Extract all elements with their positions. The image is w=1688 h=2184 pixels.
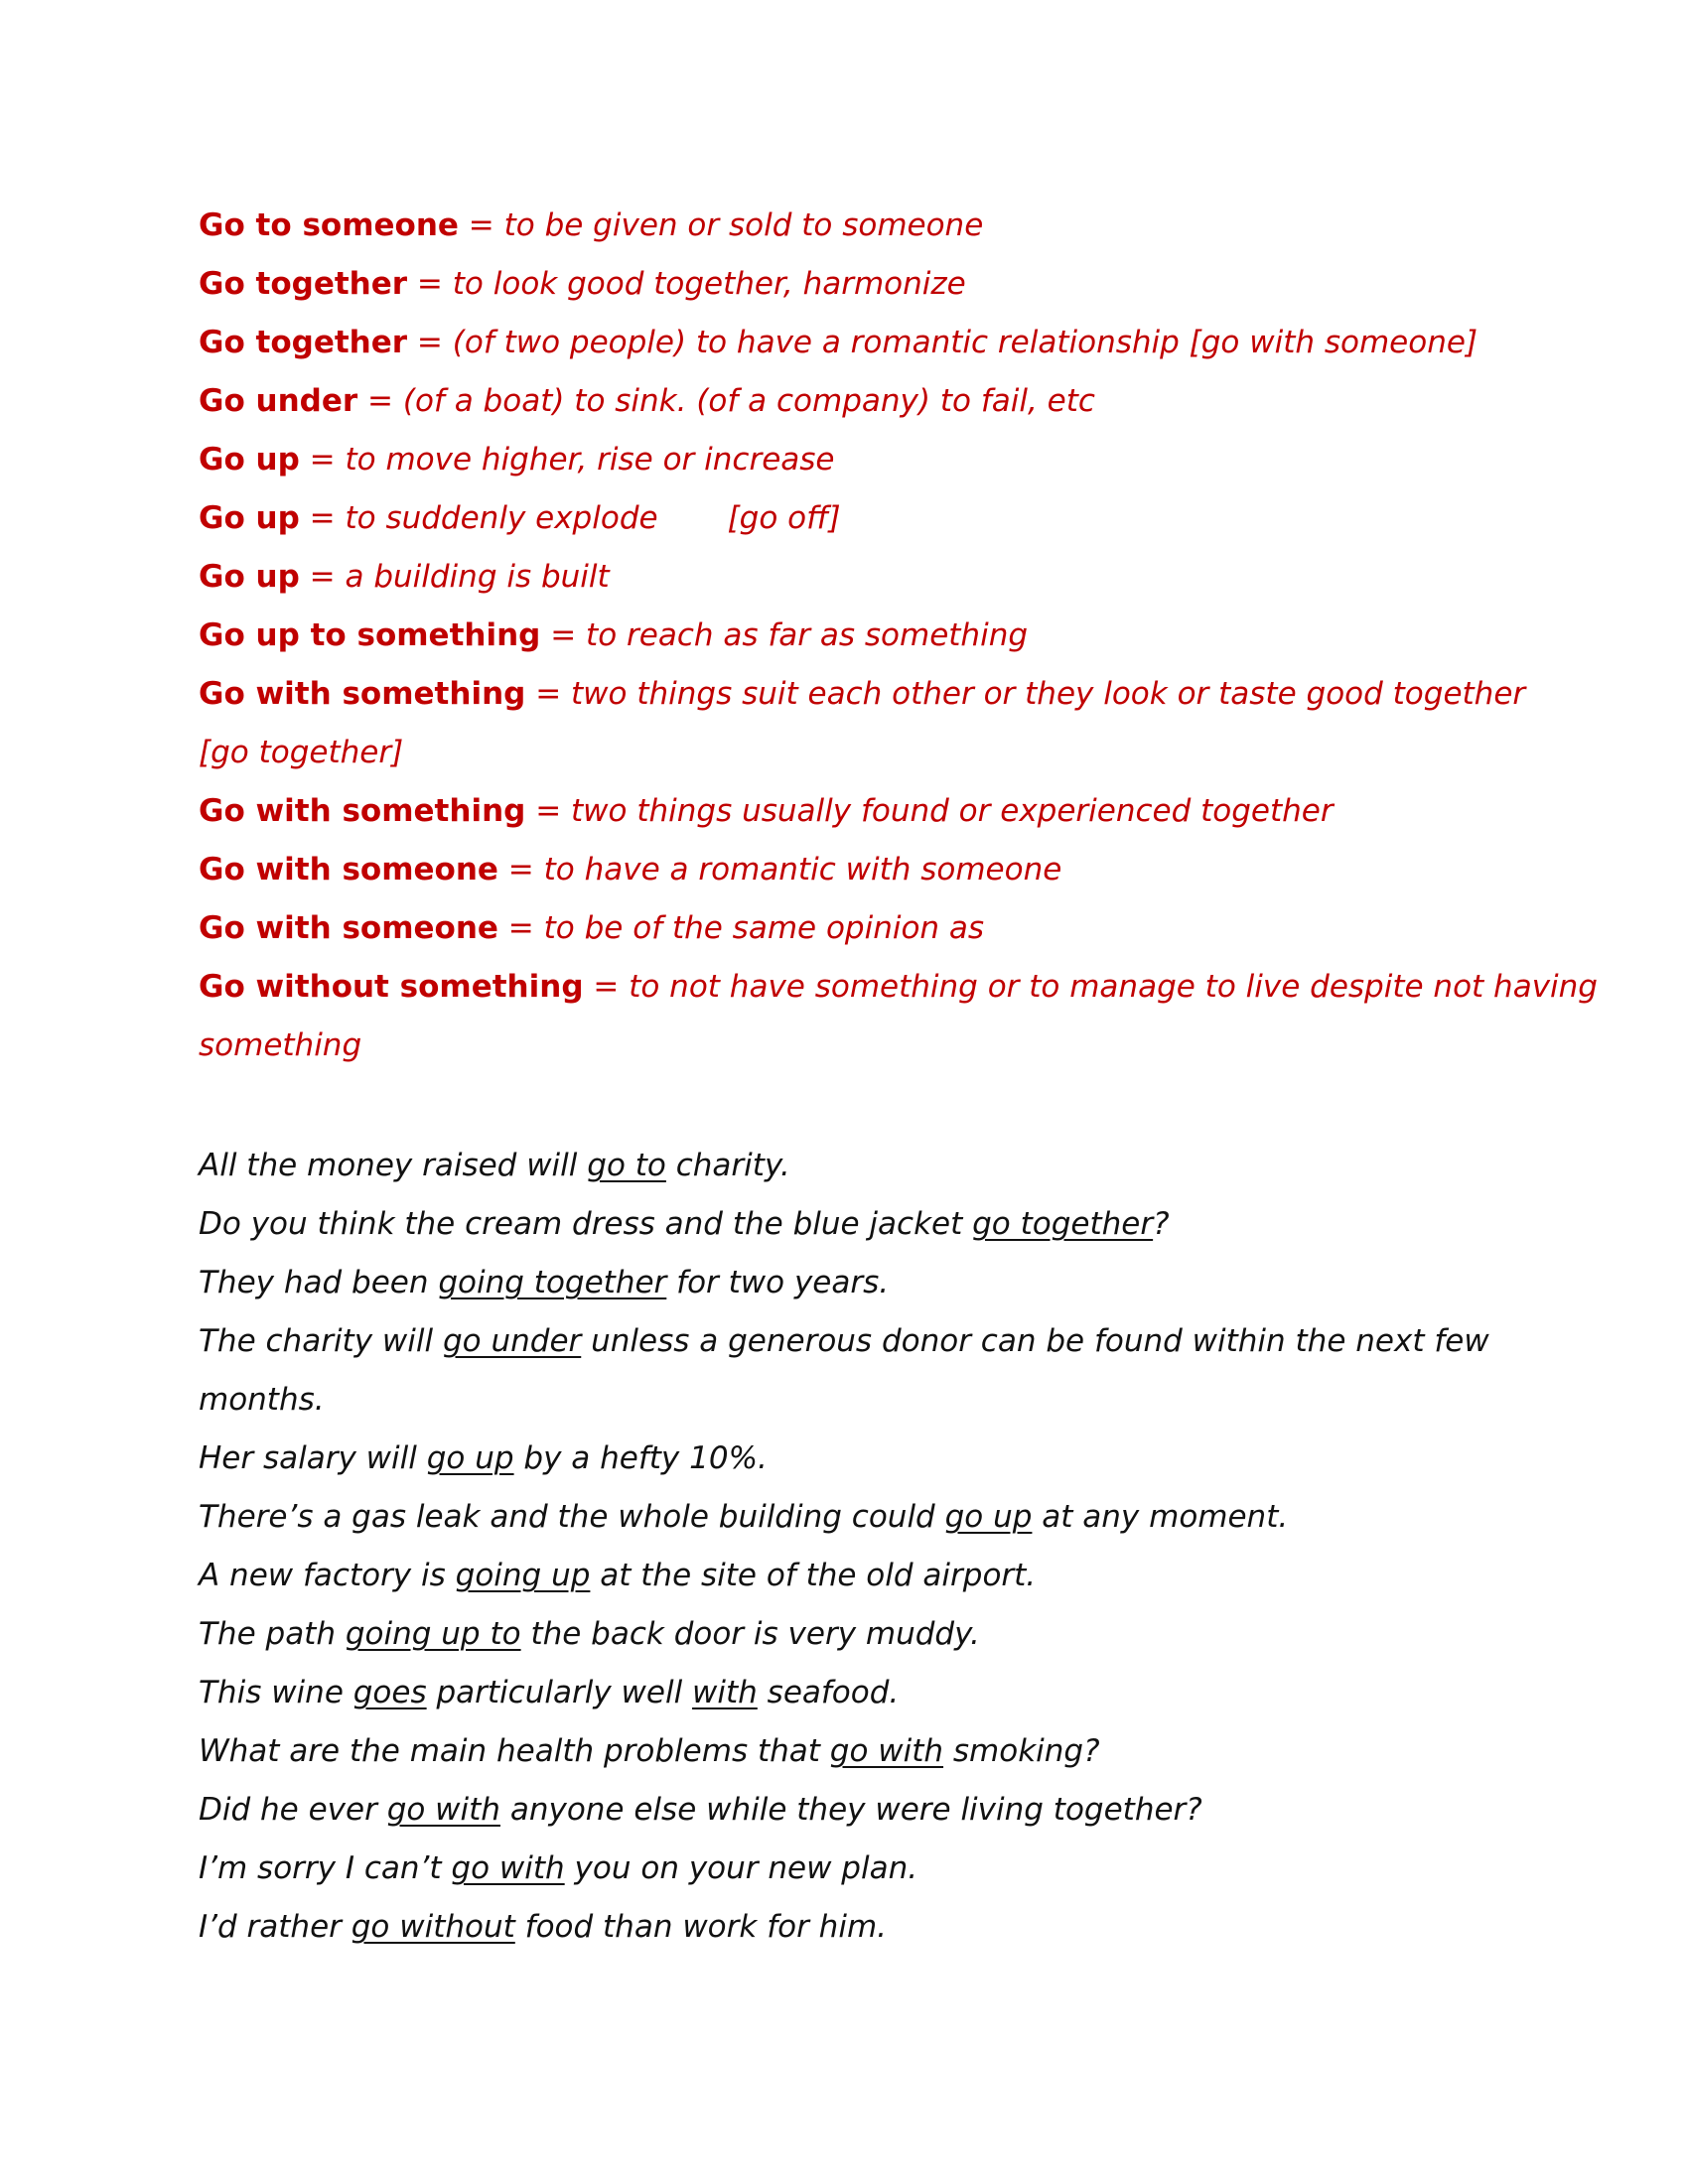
example-text: They had been bbox=[199, 1265, 439, 1300]
example-text: I’d rather bbox=[199, 1909, 352, 1945]
definition-term: Go to someone bbox=[199, 207, 459, 243]
example-text: The charity will bbox=[199, 1323, 443, 1359]
example-phrasal-verb: going up to bbox=[345, 1616, 521, 1652]
definition-line bbox=[199, 782, 1519, 841]
example-phrasal-verb: going up bbox=[455, 1558, 591, 1593]
example-text: Did he ever bbox=[199, 1792, 387, 1828]
definition-text: = two things usually found or experienced together bbox=[525, 793, 1334, 829]
definition-text: = (of two people) to have a romantic relationship [go with someone] bbox=[407, 325, 1478, 360]
definition-term: Go with someone bbox=[199, 910, 498, 946]
definition-line bbox=[199, 372, 1519, 431]
definition-line bbox=[199, 899, 1519, 958]
example-text: at any moment. bbox=[1032, 1499, 1289, 1535]
example-text: for two years. bbox=[666, 1265, 890, 1300]
definition-term: Go with something bbox=[199, 676, 526, 712]
example-text: seafood. bbox=[757, 1675, 900, 1710]
example-line bbox=[199, 1605, 1519, 1664]
definition-text: = a building is built bbox=[299, 559, 610, 595]
example-phrasal-verb: going together bbox=[438, 1265, 667, 1300]
definition-term: Go up bbox=[199, 500, 300, 536]
example-phrasal-verb: go up bbox=[426, 1440, 514, 1476]
example-text: food than work for him. bbox=[514, 1909, 887, 1945]
example-phrasal-verb: go with bbox=[386, 1792, 500, 1828]
example-text: charity. bbox=[665, 1148, 790, 1183]
definition-line bbox=[199, 665, 1526, 724]
example-text: ? bbox=[1153, 1206, 1170, 1242]
definition-term: Go with something bbox=[199, 793, 526, 829]
example-text: What are the main health problems that bbox=[199, 1733, 830, 1769]
example-text: All the money raised will bbox=[199, 1148, 588, 1183]
definition-line bbox=[199, 255, 1519, 314]
definition-line bbox=[199, 197, 1519, 255]
example-line bbox=[199, 1898, 1519, 1957]
definition-line bbox=[199, 607, 1519, 665]
example-phrasal-verb: goes bbox=[352, 1675, 427, 1710]
definition-text: = to look good together, harmonize bbox=[407, 266, 966, 302]
definition-term: Go up bbox=[199, 442, 300, 478]
example-line bbox=[199, 1488, 1519, 1547]
example-line bbox=[199, 1722, 1519, 1781]
example-text: This wine bbox=[199, 1675, 353, 1710]
definition-line bbox=[199, 958, 1598, 1017]
example-line bbox=[199, 1430, 1519, 1488]
example-line bbox=[199, 1840, 1519, 1898]
example-sentences bbox=[199, 1137, 1519, 1957]
definition-text: something bbox=[199, 1027, 362, 1063]
example-phrasal-verb: go together bbox=[972, 1206, 1154, 1242]
definition-line bbox=[199, 548, 1519, 607]
example-text: you on your new plan. bbox=[564, 1850, 918, 1886]
example-phrasal-verb: go to bbox=[587, 1148, 666, 1183]
definition-term: Go up to something bbox=[199, 617, 541, 653]
definition-text: = to not have something or to manage to live despite not having bbox=[583, 969, 1598, 1005]
definition-text: = to move higher, rise or increase bbox=[299, 442, 835, 478]
example-line bbox=[199, 1195, 1519, 1254]
example-line bbox=[199, 1781, 1519, 1840]
definition-text: = two things suit each other or they look or taste good together bbox=[525, 676, 1526, 712]
definition-line bbox=[199, 841, 1519, 899]
phrasal-verb-definitions bbox=[199, 197, 1598, 1075]
example-text: at the site of the old airport. bbox=[590, 1558, 1037, 1593]
example-line bbox=[199, 1137, 1519, 1195]
example-text: There’s a gas leak and the whole building could bbox=[199, 1499, 945, 1535]
definition-synonym: [go off] bbox=[727, 500, 841, 536]
example-phrasal-verb: go with bbox=[829, 1733, 944, 1769]
example-line bbox=[199, 1254, 1519, 1312]
example-text: smoking? bbox=[943, 1733, 1100, 1769]
definition-text: = (of a boat) to sink. (of a company) to fail, etc bbox=[357, 383, 1095, 419]
example-text: months. bbox=[199, 1382, 325, 1418]
example-line bbox=[199, 1312, 1519, 1371]
example-line bbox=[199, 1547, 1519, 1605]
example-text: A new factory is bbox=[199, 1558, 456, 1593]
definition-text: = to reach as far as something bbox=[540, 617, 1029, 653]
example-phrasal-verb: go with bbox=[451, 1850, 565, 1886]
definition-line bbox=[199, 431, 1519, 489]
example-line bbox=[199, 1371, 1519, 1430]
definition-term: Go up bbox=[199, 559, 300, 595]
example-phrasal-verb: go up bbox=[944, 1499, 1033, 1535]
example-text: the back door is very muddy. bbox=[520, 1616, 980, 1652]
definition-line bbox=[199, 314, 1519, 372]
definition-term: Go without something bbox=[199, 969, 584, 1005]
example-text: I’m sorry I can’t bbox=[199, 1850, 452, 1886]
definition-text: = to have a romantic with someone bbox=[497, 852, 1062, 887]
definition-term: Go with someone bbox=[199, 852, 498, 887]
example-line bbox=[199, 1664, 1519, 1722]
example-phrasal-verb: with bbox=[692, 1675, 758, 1710]
definition-text: [go together] bbox=[199, 735, 404, 770]
definition-line bbox=[199, 489, 1519, 548]
definition-line bbox=[199, 724, 1519, 782]
example-text: Do you think the cream dress and the blue jacket bbox=[199, 1206, 973, 1242]
example-text: anyone else while they were living together? bbox=[499, 1792, 1202, 1828]
example-text: by a hefty 10%. bbox=[513, 1440, 768, 1476]
example-text: The path bbox=[199, 1616, 346, 1652]
definition-term: Go together bbox=[199, 266, 408, 302]
definition-text: = to be given or sold to someone bbox=[458, 207, 984, 243]
definition-text: = to suddenly explode bbox=[299, 500, 658, 536]
example-phrasal-verb: go under bbox=[442, 1323, 582, 1359]
definition-term: Go under bbox=[199, 383, 358, 419]
definition-term: Go together bbox=[199, 325, 408, 360]
example-phrasal-verb: go without bbox=[351, 1909, 515, 1945]
definition-line bbox=[199, 1017, 1519, 1075]
example-text: unless a generous donor can be found within the next few bbox=[581, 1323, 1489, 1359]
example-text: Her salary will bbox=[199, 1440, 427, 1476]
definition-text: = to be of the same opinion as bbox=[497, 910, 985, 946]
example-text: particularly well bbox=[426, 1675, 693, 1710]
